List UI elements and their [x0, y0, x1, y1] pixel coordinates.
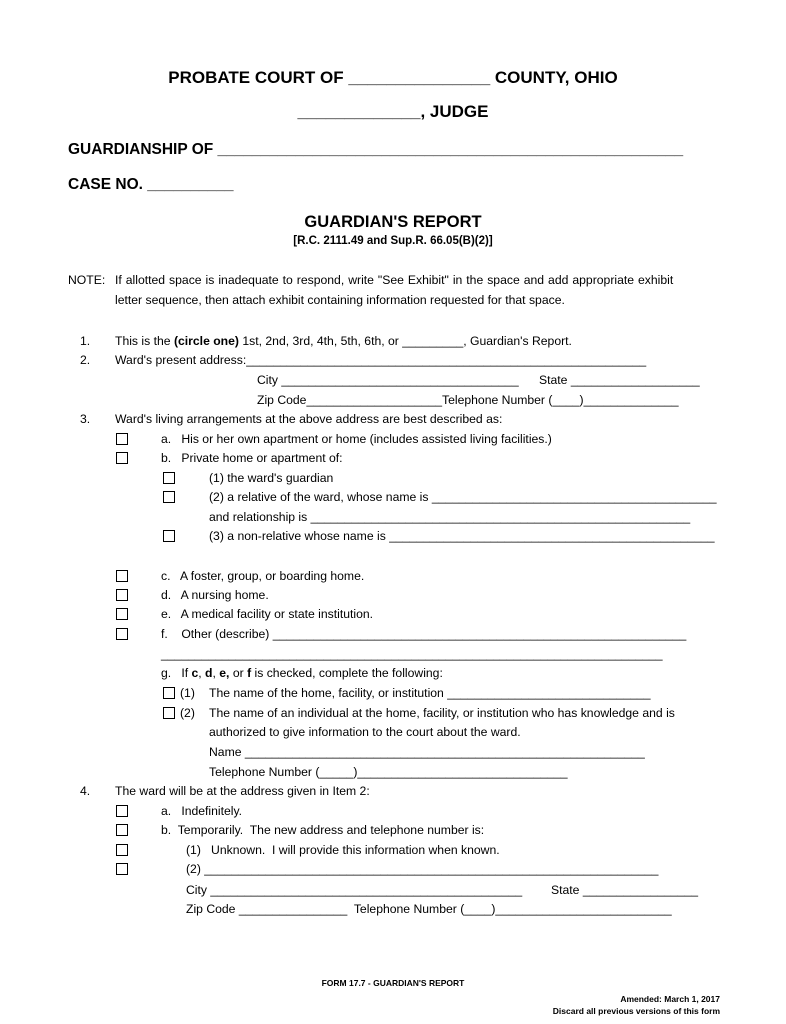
- option-3b1-label: (1) the ward's guardian: [209, 471, 334, 485]
- ward-city-field[interactable]: City ___________________________________: [257, 373, 519, 387]
- new-state-field[interactable]: State _________________: [551, 883, 699, 897]
- new-city-field[interactable]: City ______________________________________________: [186, 883, 523, 897]
- option-3g2-number: (2): [180, 706, 195, 720]
- option-3g2-line-1: The name of an individual at the home, facility, or institution who has knowledge and is: [209, 706, 675, 720]
- contact-name-field[interactable]: Name ___________________________________________________________: [209, 745, 645, 759]
- item-1-number: 1.: [80, 334, 91, 348]
- checkbox-4b2[interactable]: [116, 863, 128, 875]
- note-line-2: letter sequence, then attach exhibit containing information requested for that space.: [115, 293, 565, 307]
- relationship-field[interactable]: and relationship is ________________________________________________________: [209, 510, 691, 524]
- item-3-intro: Ward's living arrangements at the above address are best described as:: [115, 412, 503, 426]
- report-title: GUARDIAN'S REPORT: [304, 213, 482, 231]
- option-3a-label: a. His or her own apartment or home (includes assisted living facilities.): [161, 432, 552, 446]
- option-3c-label: c. A foster, group, or boarding home.: [161, 569, 365, 583]
- facility-name-field[interactable]: The name of the home, facility, or institution ______________________________: [209, 686, 651, 700]
- checkbox-3b1[interactable]: [163, 472, 175, 484]
- option-3e-label: e. A medical facility or state institution.: [161, 607, 374, 621]
- checkbox-3e[interactable]: [116, 608, 128, 620]
- checkbox-4b[interactable]: [116, 824, 128, 836]
- option-3b-label: b. Private home or apartment of:: [161, 451, 343, 465]
- checkbox-3a[interactable]: [116, 433, 128, 445]
- checkbox-3b[interactable]: [116, 452, 128, 464]
- checkbox-4b1[interactable]: [116, 844, 128, 856]
- item-3-number: 3.: [80, 412, 91, 426]
- checkbox-3f[interactable]: [116, 628, 128, 640]
- note-line-1: If allotted space is inadequate to respond, write "See Exhibit" in the space and add appropriate exhibit: [115, 273, 674, 287]
- item-2-number: 2.: [80, 353, 91, 367]
- report-citation: [R.C. 2111.49 and Sup.R. 66.05(B)(2)]: [293, 235, 493, 247]
- item-1-text: This is the (circle one) 1st, 2nd, 3rd, 4th, 5th, 6th, or _________, Guardian's Report.: [115, 334, 572, 348]
- option-3g1-number: (1): [180, 686, 195, 700]
- checkbox-4a[interactable]: [116, 805, 128, 817]
- non-relative-name-field[interactable]: (3) a non-relative whose name is ________________________________________________: [209, 529, 715, 543]
- option-4b-label: b. Temporarily. The new address and telephone number is:: [161, 823, 485, 837]
- checkbox-3g1[interactable]: [163, 687, 175, 699]
- option-4a-label: a. Indefinitely.: [161, 804, 243, 818]
- option-3d-label: d. A nursing home.: [161, 588, 269, 602]
- option-4b1-label: (1) Unknown. I will provide this information when known.: [186, 843, 500, 857]
- checkbox-3d[interactable]: [116, 589, 128, 601]
- discard-notice: Discard all previous versions of this form: [552, 1006, 720, 1016]
- checkbox-3b2[interactable]: [163, 491, 175, 503]
- option-3g2-line-2: authorized to give information to the court about the ward.: [209, 725, 521, 739]
- checkbox-3b3[interactable]: [163, 530, 175, 542]
- relative-name-field[interactable]: (2) a relative of the ward, whose name is __________________________________________: [209, 490, 717, 504]
- ward-state-field[interactable]: State ___________________: [539, 373, 700, 387]
- checkbox-3c[interactable]: [116, 570, 128, 582]
- case-number-line: CASE NO. __________: [68, 176, 234, 193]
- judge-line: _____________, JUDGE: [297, 102, 489, 121]
- other-describe-field-line-2[interactable]: __________________________________________________________________________: [161, 647, 663, 661]
- item-4-number: 4.: [80, 784, 91, 798]
- form-footer-label: FORM 17.7 - GUARDIAN'S REPORT: [321, 978, 465, 988]
- contact-phone-field[interactable]: Telephone Number (_____)_______________________________: [209, 765, 568, 779]
- checkbox-3g2[interactable]: [163, 707, 175, 719]
- amended-date: Amended: March 1, 2017: [620, 994, 720, 1004]
- ward-address-field[interactable]: Ward's present address:___________________________________________________________: [115, 353, 647, 367]
- new-zip-phone-field[interactable]: Zip Code ________________ Telephone Number (____)__________________________: [186, 902, 672, 916]
- note-label: NOTE:: [68, 273, 106, 287]
- new-address-field[interactable]: (2) ___________________________________________________________________: [186, 862, 659, 876]
- court-title: PROBATE COURT OF _______________ COUNTY, OHIO: [168, 68, 618, 87]
- item-4-intro: The ward will be at the address given in Item 2:: [115, 784, 370, 798]
- other-describe-field[interactable]: f. Other (describe) _____________________________________________________________: [161, 627, 687, 641]
- item-3g-instruction: g. If c, d, e, or f is checked, complete the following:: [161, 666, 443, 680]
- guardianship-line: GUARDIANSHIP OF ______________________________________________________: [68, 141, 684, 158]
- ward-zip-phone-field[interactable]: Zip Code____________________Telephone Number (____)______________: [257, 393, 679, 407]
